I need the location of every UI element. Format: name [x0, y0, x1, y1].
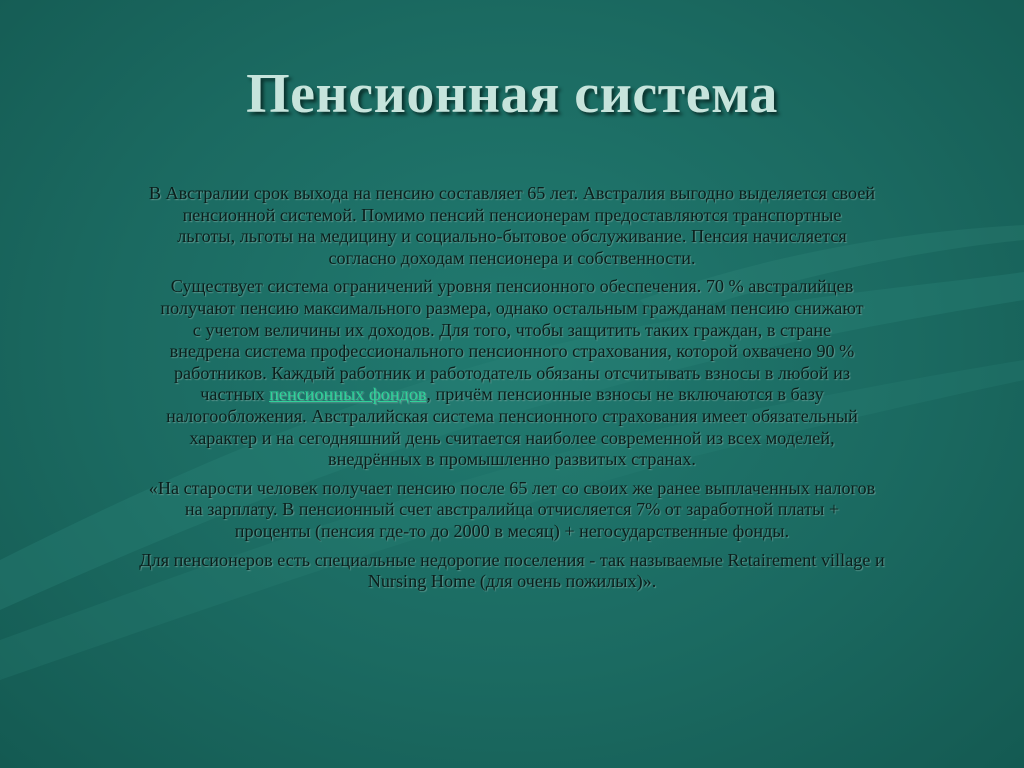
text-line: согласно доходам пенсионера и собственности. — [328, 247, 696, 268]
paragraph-pension-limits — [60, 276, 964, 470]
text-line: работников. Каждый работник и работодатель обязаны отсчитывать взносы в любой из — [173, 362, 851, 383]
text-line: с учетом величины их доходов. Для того, чтобы защитить таких граждан, в стране — [192, 319, 832, 340]
paragraph-retirement-age — [60, 183, 964, 269]
text-line: на зарплату. В пенсионный счет австралийца отчисляется 7% от заработной платы + — [184, 499, 840, 520]
text-line: льготы, льготы на медицину и социально-бытовое обслуживание. Пенсия начисляется — [177, 226, 847, 247]
link-suffix-text: , причём пенсионные взносы не включаются в базу — [426, 384, 824, 405]
paragraph-old-age-quote — [60, 478, 964, 543]
text-line: Nursing Home (для очень пожилых)». — [367, 571, 657, 592]
text-line: внедрена система профессионального пенсионного страхования, которой охвачено 90 % — [169, 341, 855, 362]
text-line: пенсионной системой. Помимо пенсий пенсионерам предоставляются транспортные — [182, 204, 842, 225]
slide-title: Пенсионная система — [246, 63, 778, 125]
text-line: налогообложения. Австралийская система пенсионного страхования имеет обязательный — [166, 405, 858, 426]
text-line: проценты (пенсия где-то до 2000 в месяц) + негосударственные фонды. — [234, 520, 790, 541]
link-prefix-text: частных — [200, 384, 270, 405]
text-line: В Австралии срок выхода на пенсию составляет 65 лет. Австралия выгодно выделяется своей — [148, 183, 876, 203]
text-line: внедрённых в промышленно развитых странах. — [328, 449, 696, 470]
slide-body — [60, 183, 964, 600]
text-line: Для пенсионеров есть специальные недорогие поселения - так называемые Retairement village и — [139, 549, 885, 570]
paragraph-retirement-villages — [60, 550, 964, 593]
text-line: получают пенсию максимального размера, однако остальным гражданам пенсию снижают — [160, 297, 864, 318]
text-line-with-link — [60, 384, 964, 406]
text-line: Существует система ограничений уровня пенсионного обеспечения. 70 % австралийцев — [170, 276, 854, 297]
text-line: характер и на сегодняшний день считается наиболее современной из всех моделей, — [189, 427, 835, 448]
pension-funds-link[interactable]: пенсионных фондов — [269, 384, 427, 405]
text-line: «На старости человек получает пенсию после 65 лет со своих же ранее выплаченных налогов — [148, 477, 876, 498]
